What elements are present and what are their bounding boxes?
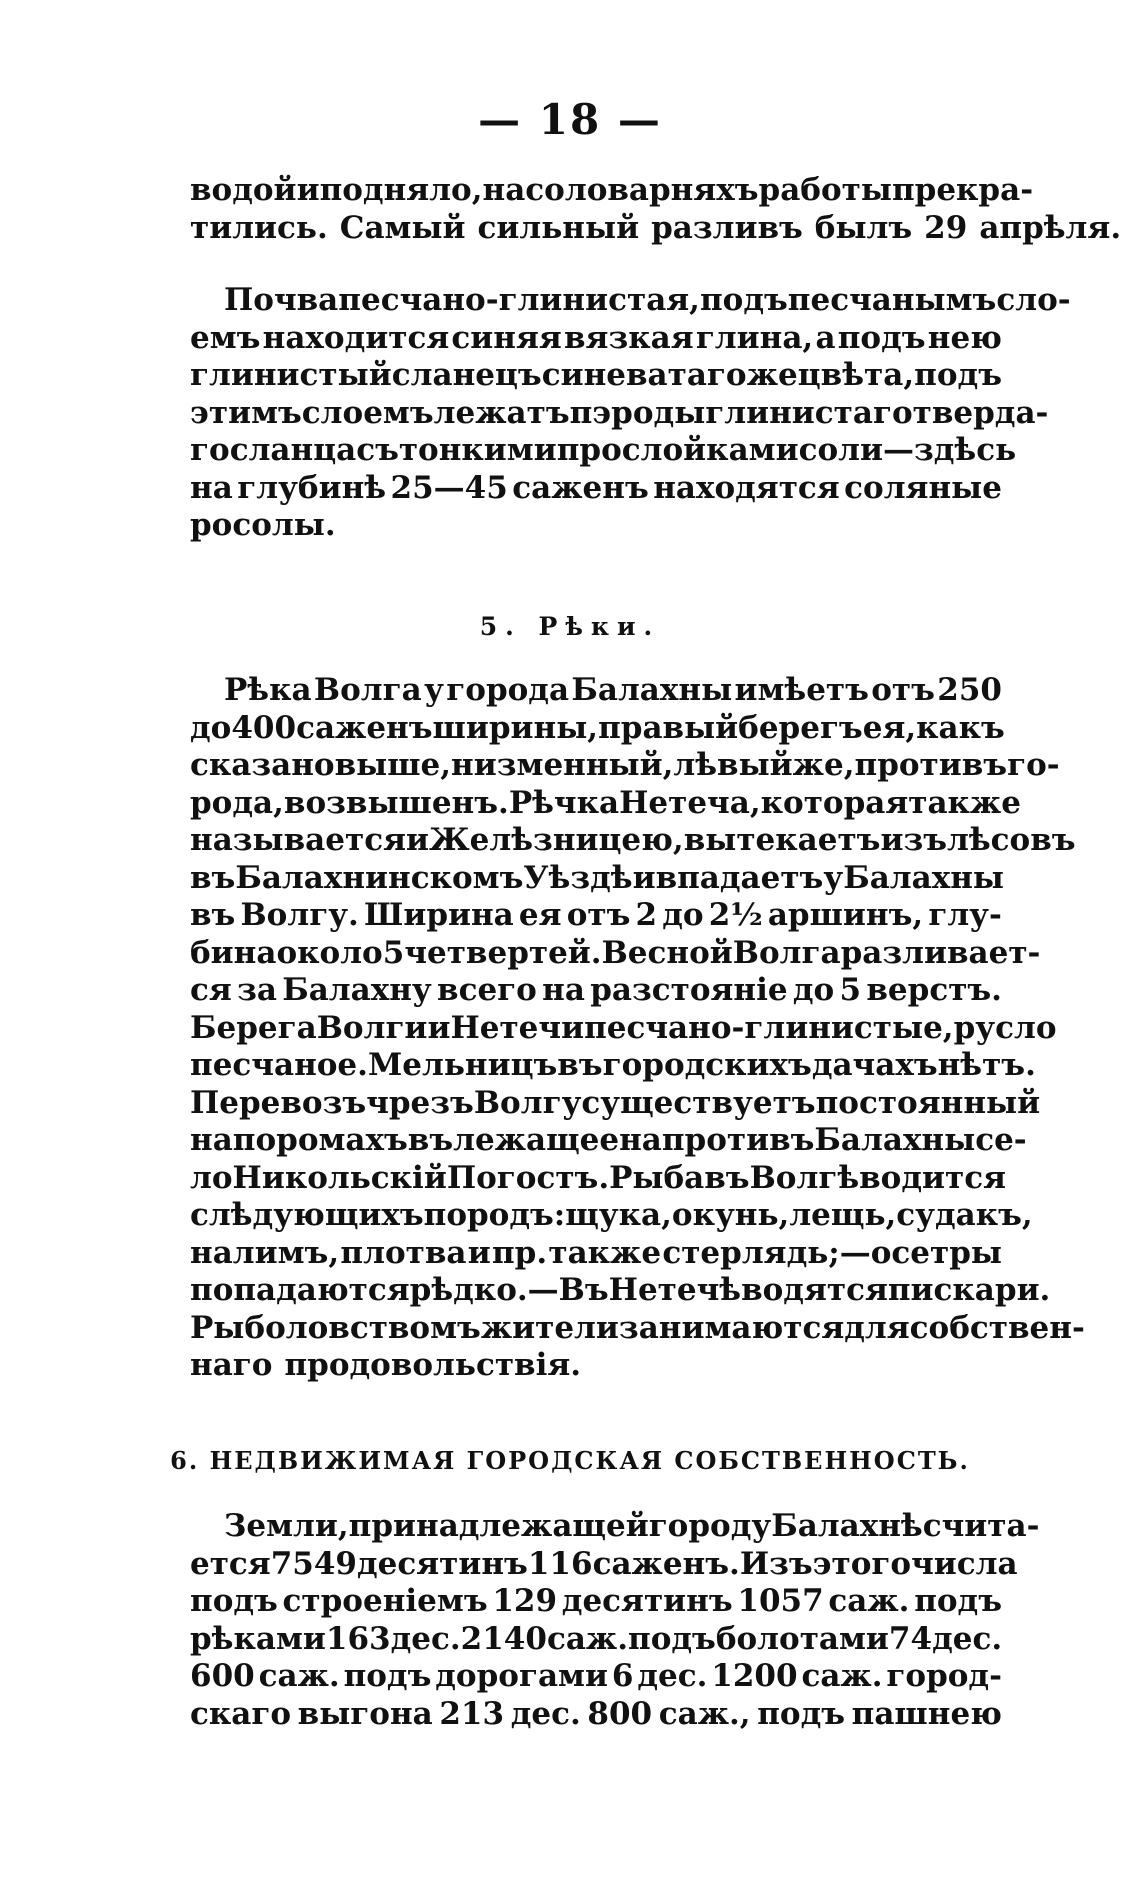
text-line: 600 саж. подъ дорогами 6 дес. 1200 саж. город- — [190, 1658, 1002, 1694]
text-line: называется и Желѣзницею, вытекаетъ изъ лѣсовъ — [190, 822, 1076, 858]
text-line: въ Балахнинскомъ Уѣздѣ и впадаетъ у Балахны — [190, 859, 1004, 896]
paragraph-continuation — [190, 172, 1122, 247]
text-line: на глубинѣ 25—45 саженъ находятся соляные — [190, 469, 1002, 506]
text-line: до 400 саженъ ширины, правый берегъ ея, какъ — [190, 709, 1005, 746]
paragraph-property — [190, 1508, 1040, 1733]
text-line: росолы. — [190, 507, 336, 543]
text-line: подъ строеніемъ 129 десятинъ 1057 саж. подъ — [190, 1583, 1002, 1619]
text-line: сказано выше, низменный, лѣвый же, противъ го- — [190, 747, 1060, 783]
text-line: въ Волгу. Ширина ея отъ 2 до 2½ аршинъ, глу- — [190, 897, 1002, 933]
text-line: Земли, принадлежащей городу Балахнѣ счита- — [224, 1508, 1040, 1544]
text-line: скаго выгона 213 дес. 800 саж., подъ пашнею — [190, 1695, 1002, 1732]
text-line: тились. Самый сильный разливъ былъ 29 апрѣля. — [190, 209, 1122, 246]
text-line: глинистый сланецъ синеватаго же цвѣта, подъ — [190, 357, 1002, 393]
text-line: ло Никольскій Погостъ. Рыба въ Волгѣ водится — [190, 1159, 1006, 1196]
text-line: Берега Волги и Нетечи песчано-глинистые, русло — [190, 1009, 1057, 1046]
text-line: рода, возвышенъ. Рѣчка Нетеча, которая также — [190, 784, 1021, 821]
text-line: Рѣка Волга у города Балахны имѣетъ отъ 250 — [224, 672, 1002, 708]
text-line: рѣками 163 дес. 2140 саж. подъ болотами 74 дес. — [190, 1620, 1003, 1657]
text-line: наго продовольствія. — [190, 1347, 582, 1383]
text-line: песчаное. Мельницъ въ городскихъ дачахъ нѣтъ. — [190, 1047, 1036, 1083]
text-line: Почва песчано-глинистая, подъ песчанымъ сло- — [224, 282, 1071, 318]
text-line: налимъ, плотва и пр. также стерлядь;—осетры — [190, 1234, 1002, 1271]
text-line: слѣдующихъ породъ: щука, окунь, лещь, судакъ, — [190, 1197, 1033, 1233]
text-line: водой и подняло, на соловарняхъ работы прекра- — [190, 172, 1034, 208]
section-heading-property: 6. НЕДВИЖИМАЯ ГОРОДСКАЯ СОБСТВЕННОСТЬ. — [170, 1446, 970, 1475]
text-line: го сланца съ тонкими прослойками соли—здѣсь — [190, 432, 1017, 468]
text-line: ся за Балахну всего на разстояніе до 5 верстъ. — [190, 972, 1002, 1008]
text-line: ется 7549 десятинъ 116 саженъ. Изъ этого числа — [190, 1545, 1018, 1582]
page-number: — 18 — — [478, 95, 662, 144]
text-line: на поромахъ въ лежащее напротивъ Балахны се- — [190, 1122, 1027, 1158]
text-line: Перевозъ чрезъ Волгу существуетъ постоянный — [190, 1084, 1041, 1121]
paragraph-rivers — [190, 672, 1085, 1385]
text-line: Рыболовствомъ жители занимаются для собствен- — [190, 1309, 1085, 1346]
section-heading-rivers: 5. Рѣки. — [479, 612, 661, 641]
text-line: бина около 5 четвертей. Весной Волга разливает- — [190, 934, 1041, 971]
text-line: попадаются рѣдко.—Въ Нетечѣ водятся пискари. — [190, 1272, 1051, 1308]
paragraph-soil — [190, 282, 1071, 545]
text-line: емъ находится синяя вязкая глина, а подъ нею — [190, 319, 1002, 356]
text-line: этимъ слоемъ лежатъ пэроды глинистаго тверда- — [190, 394, 1049, 431]
